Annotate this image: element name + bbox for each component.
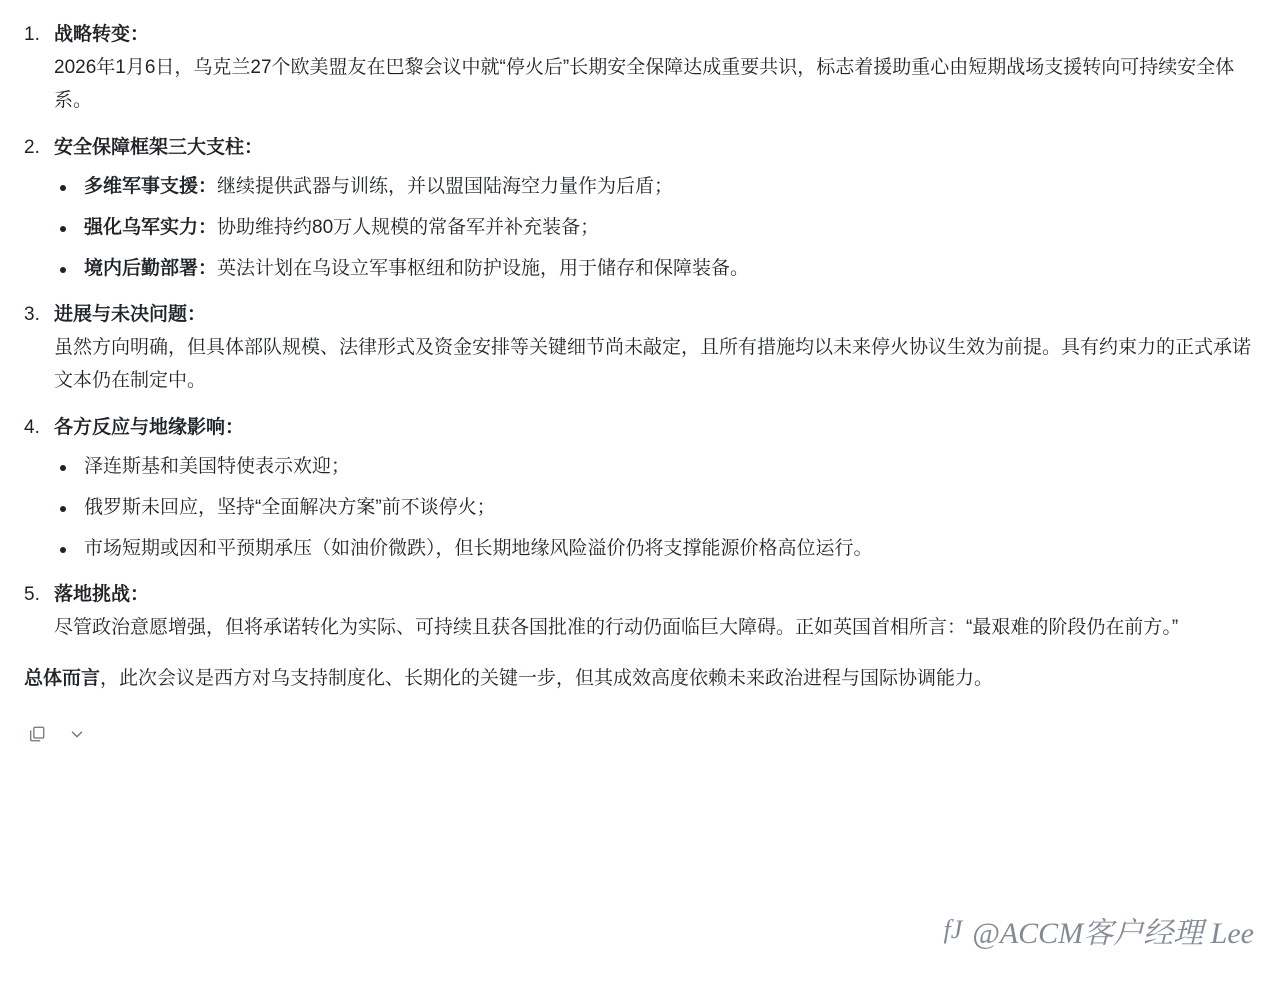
chevron-down-icon[interactable]	[66, 723, 88, 745]
outline-item-1-label: 战略转变：	[54, 24, 150, 45]
outline-item-3-label: 进展与未决问题：	[54, 304, 207, 325]
list-item	[54, 254, 1252, 284]
bullet-label: 强化乌军实力：	[84, 217, 218, 238]
outline-item-1-heading	[54, 18, 1252, 51]
outline-item-1-body: 2026年1月6日，乌克兰27个欧美盟友在巴黎会议中就“停火后”长期安全保障达成重要共识，标志着援助重心由短期战场支援转向可持续安全体系。	[54, 57, 1235, 111]
outline-item-4	[24, 411, 1252, 564]
bullet-label: 多维军事支援：	[84, 176, 218, 197]
outline-item-3	[24, 298, 1252, 397]
bullet-text: 继续提供武器与训练，并以盟国陆海空力量作为后盾；	[217, 176, 674, 197]
list-item	[54, 452, 1252, 482]
outline-item-2-heading	[54, 131, 1252, 164]
outline-item-5	[24, 578, 1252, 644]
bullet-label: 境内后勤部署：	[84, 258, 218, 279]
list-item	[54, 493, 1252, 523]
bullet-text: 泽连斯基和美国特使表示欢迎；	[84, 456, 351, 477]
outline-item-5-label: 落地挑战：	[54, 584, 150, 605]
numbered-outline	[24, 18, 1252, 644]
list-item	[54, 213, 1252, 243]
outline-item-3-body: 虽然方向明确，但具体部队规模、法律形式及资金安排等关键细节尚未敲定，且所有措施均以未来停火协议生效为前提。具有约束力的正式承诺文本仍在制定中。	[54, 337, 1252, 391]
bullet-text: 俄罗斯未回应，坚持“全面解决方案”前不谈停火；	[84, 497, 496, 518]
outline-item-2-label: 安全保障框架三大支柱：	[54, 137, 264, 158]
outline-item-2-bullets	[54, 172, 1252, 284]
closing-text: ，此次会议是西方对乌支持制度化、长期化的关键一步，但其成效高度依赖未来政治进程与国际协调能力。	[100, 668, 994, 689]
outline-item-5-body: 尽管政治意愿增强，但将承诺转化为实际、可持续且获各国批准的行动仍面临巨大障碍。正如英国首相所言：“最艰难的阶段仍在前方。”	[54, 617, 1179, 638]
list-item	[54, 172, 1252, 202]
bullet-text: 市场短期或因和平预期承压（如油价微跌），但长期地缘风险溢价仍将支撑能源价格高位运行。	[84, 538, 873, 559]
closing-label: 总体而言	[24, 668, 101, 689]
outline-item-2	[24, 131, 1252, 284]
closing-paragraph	[24, 662, 1252, 695]
list-item	[54, 534, 1252, 564]
outline-item-4-bullets	[54, 452, 1252, 564]
watermark-text: @ACCM客户经理 Lee	[972, 917, 1254, 950]
bullet-text: 协助维持约80万人规模的常备军并补充装备；	[217, 217, 600, 238]
watermark-logo: fJ	[943, 915, 963, 944]
outline-item-1	[24, 18, 1252, 117]
outline-item-4-label: 各方反应与地缘影响：	[54, 417, 245, 438]
outline-item-5-heading	[54, 578, 1252, 611]
outline-item-4-heading	[54, 411, 1252, 444]
message-toolbar	[24, 723, 1252, 745]
outline-item-3-heading	[54, 298, 1252, 331]
copy-icon[interactable]	[26, 723, 48, 745]
watermark	[943, 908, 1254, 952]
bullet-text: 英法计划在乌设立军事枢纽和防护设施，用于储存和保障装备。	[217, 258, 750, 279]
